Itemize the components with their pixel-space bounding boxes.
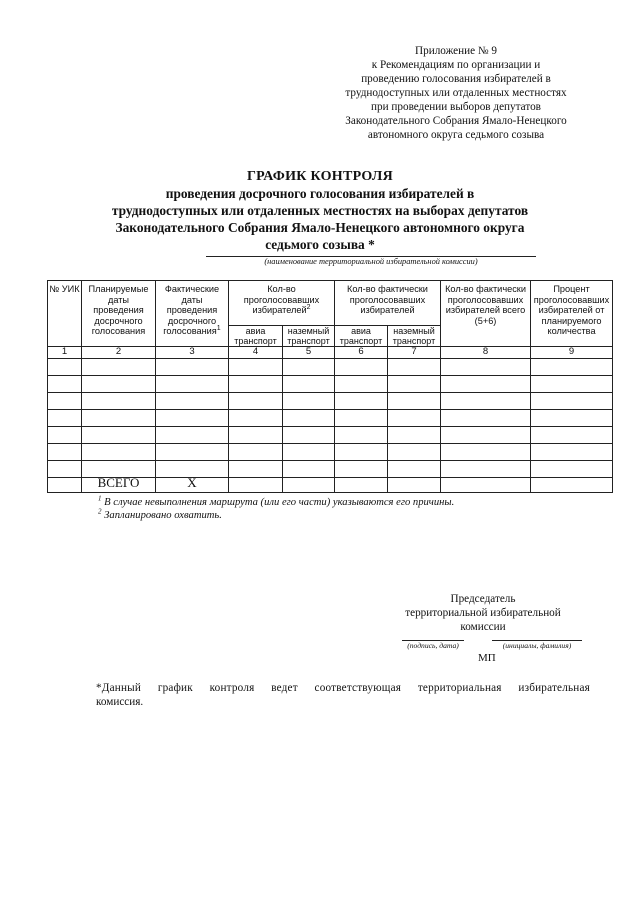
appendix-line: Законодательного Собрания Ямало-Ненецкого — [345, 115, 567, 127]
appendix-line: автономного округа седьмого созыва — [367, 129, 545, 141]
footnote-2 — [98, 509, 568, 522]
header-actual-dates — [156, 281, 229, 347]
signature-block — [385, 592, 581, 634]
subheader-ground: наземный транспорт — [388, 325, 441, 346]
signature-line-text: Председатель — [450, 593, 516, 605]
header-actual-dates-text: Фактические даты проведения досрочного голосования — [163, 284, 220, 336]
appendix-line: труднодоступных или отдаленных местностях — [345, 87, 567, 99]
stamp-place: МП — [478, 652, 496, 664]
footnote-ref: 2 — [306, 303, 311, 311]
title-line: седьмого созыва * — [265, 237, 375, 252]
table-row — [48, 358, 613, 375]
table-row — [48, 375, 613, 392]
commission-caption: (наименование территориальной избирательной комиссии) — [264, 257, 478, 266]
note-line: комиссия. — [96, 696, 144, 708]
subheader-air: авиа транспорт — [335, 325, 388, 346]
column-number: 3 — [156, 347, 229, 359]
column-number: 1 — [48, 347, 82, 359]
total-row — [48, 477, 613, 492]
signature-caption: (подпись, дата) — [407, 641, 459, 650]
footnote-mark: 1 — [98, 494, 102, 503]
table-row — [48, 409, 613, 426]
footnote-text: Запланировано охватить. — [104, 510, 222, 521]
header-voted-count — [229, 281, 335, 326]
signature-line-text: комиссии — [460, 621, 506, 633]
title-main: ГРАФИК КОНТРОЛЯ — [246, 169, 394, 184]
table-row — [48, 443, 613, 460]
header-percent: Процент проголосовавших избирателей от планируемого количества — [531, 281, 613, 347]
header-actual-voted: Кол-во фактически проголосовавших избирателей — [335, 281, 441, 326]
column-number: 8 — [441, 347, 531, 359]
footnote-ref: 1 — [216, 324, 221, 332]
appendix-header — [318, 44, 594, 142]
note — [96, 681, 590, 709]
document-title — [90, 168, 550, 253]
signature-line-text: территориальной избирательной — [405, 607, 561, 619]
appendix-line: Приложение № 9 — [415, 45, 497, 57]
column-numbers-row — [48, 347, 613, 359]
note-line: *Данный график контроля ведет соответствующая территориальная избирательная — [96, 682, 590, 694]
column-number: 7 — [388, 347, 441, 359]
column-number: 2 — [82, 347, 156, 359]
column-number: 9 — [531, 347, 613, 359]
header-uik: № УИК — [48, 281, 82, 347]
appendix-line: при проведении выборов депутатов — [371, 101, 541, 113]
column-number: 6 — [335, 347, 388, 359]
header-actual-total: Кол-во фактически проголосовавших избирателей всего (5+6) — [441, 281, 531, 347]
title-line: проведения досрочного голосования избирателей в — [165, 186, 475, 201]
column-number: 4 — [229, 347, 283, 359]
table-row — [48, 392, 613, 409]
title-line: Законодательного Собрания Ямало-Ненецкого автономного округа — [115, 220, 525, 235]
total-mark: Х — [156, 477, 229, 492]
footnotes — [98, 496, 568, 522]
footnote-text: В случае невыполнения маршрута (или его части) указываются его причины. — [104, 497, 455, 508]
appendix-line: к Рекомендациям по организации и — [371, 59, 541, 71]
appendix-line: проведению голосования избирателей в — [361, 73, 551, 85]
header-voted-count-text: Кол-во проголосовавших избирателей — [243, 284, 320, 315]
subheader-ground: наземный транспорт — [283, 325, 335, 346]
title-line: труднодоступных или отдаленных местностях на выборах депутатов — [111, 203, 529, 218]
footnote-1 — [98, 496, 568, 509]
footnote-mark: 2 — [98, 507, 102, 516]
subheader-air: авиа транспорт — [229, 325, 283, 346]
name-caption: (инициалы, фамилия) — [502, 641, 572, 650]
table-row — [48, 426, 613, 443]
control-table — [47, 280, 613, 493]
header-planned-dates: Планируемые даты проведения досрочного голосования — [82, 281, 156, 347]
column-number: 5 — [283, 347, 335, 359]
total-label: ВСЕГО — [82, 477, 156, 492]
